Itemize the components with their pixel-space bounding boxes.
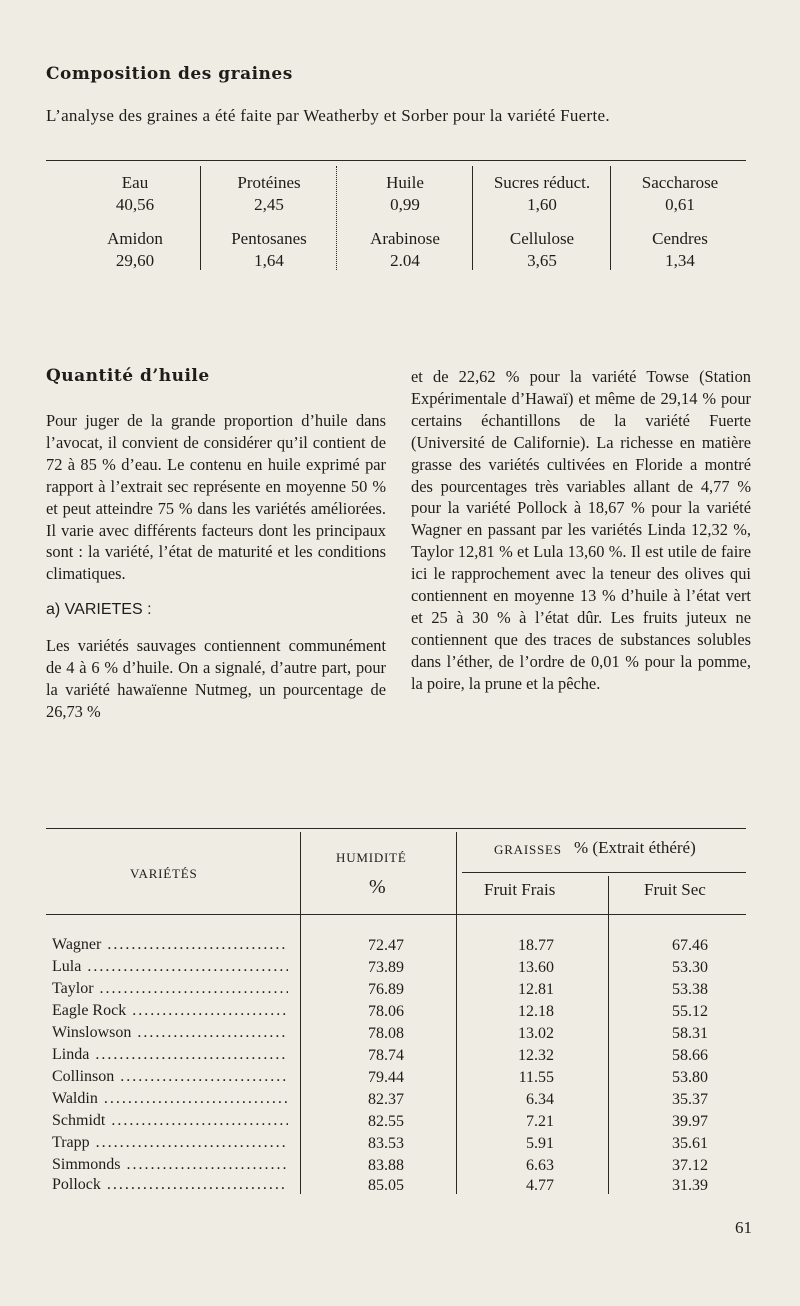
cell-fruit-sec: 58.31 [672, 1025, 708, 1042]
cell-fruit-frais: 13.02 [518, 1025, 554, 1042]
cell-humidite: 83.53 [368, 1135, 404, 1152]
table-top-rule [46, 828, 746, 829]
cell-fruit-frais: 7.21 [526, 1113, 554, 1130]
table-row-name: Eagle Rock ..... [52, 1002, 288, 1020]
cell-fruit-sec: 31.39 [672, 1177, 708, 1194]
cell-fruit-frais: 12.32 [518, 1047, 554, 1064]
composition-cell: Pentosanes 1,64 [231, 229, 307, 270]
composition-cell: Cellulose 3,65 [509, 229, 575, 270]
cell-fruit-sec: 53.38 [672, 981, 708, 998]
table-col-divider [300, 832, 301, 1194]
cell-fruit-frais: 5.91 [526, 1135, 554, 1152]
table-row-name: Schmidt ..... [52, 1112, 288, 1130]
cell-humidite: 78.08 [368, 1025, 404, 1042]
section-title-composition: Composition des graines [46, 64, 293, 84]
composition-cell: Cendres 1,34 [652, 229, 708, 270]
cell-fruit-frais: 13.60 [518, 959, 554, 976]
table-col-divider [608, 876, 609, 1194]
composition-cell: Protéines 2,45 [237, 173, 301, 214]
table-row-name: Waldin ..... [52, 1090, 288, 1108]
cell-fruit-sec: 55.12 [672, 1003, 708, 1020]
composition-intro: L’analyse des graines a été faite par Weatherby et Sorber pour la variété Fuerte. [46, 106, 610, 125]
cell-humidite: 73.89 [368, 959, 404, 976]
table-row-name: Simmonds ..... [52, 1156, 288, 1174]
cell-fruit-sec: 53.80 [672, 1069, 708, 1086]
header-humidite: HUMIDITÉ [336, 850, 407, 865]
composition-col-divider [610, 166, 611, 270]
cell-humidite: 83.88 [368, 1157, 404, 1174]
table-col-divider [456, 832, 457, 1194]
table-row-name: Taylor ..... [52, 980, 288, 998]
header-graisses: GRAISSES [494, 842, 562, 857]
cell-humidite: 82.55 [368, 1113, 404, 1130]
paragraph: Les variétés sauvages contiennent communément de 4 à 6 % d’huile. On a signalé, d’autre part, pour la variété hawaïenne Nutmeg, un pourcentage de 26,73 % [46, 636, 386, 721]
table-row-name: Pollock ..... [52, 1176, 288, 1194]
text-column-left [46, 410, 386, 723]
composition-cell: Sucres réduct. 1,60 [493, 173, 591, 214]
composition-rule [46, 160, 746, 161]
cell-humidite: 82.37 [368, 1091, 404, 1108]
cell-fruit-sec: 67.46 [672, 937, 708, 954]
composition-cell: Arabinose 2.04 [370, 229, 440, 270]
cell-fruit-sec: 39.97 [672, 1113, 708, 1130]
cell-fruit-sec: 35.61 [672, 1135, 708, 1152]
cell-fruit-frais: 6.34 [526, 1091, 554, 1108]
cell-fruit-frais: 18.77 [518, 937, 554, 954]
cell-humidite: 72.47 [368, 937, 404, 954]
composition-cell: Eau 40,56 [115, 173, 155, 214]
table-row-name: Collinson ..... [52, 1068, 288, 1086]
cell-humidite: 78.74 [368, 1047, 404, 1064]
cell-fruit-sec: 35.37 [672, 1091, 708, 1108]
table-row-name: Wagner ..... [52, 936, 288, 954]
cell-humidite: 78.06 [368, 1003, 404, 1020]
cell-fruit-frais: 4.77 [526, 1177, 554, 1194]
table-row-name: Trapp ..... [52, 1134, 288, 1152]
table-row-name: Winslowson ..... [52, 1024, 288, 1042]
cell-fruit-frais: 11.55 [518, 1069, 554, 1086]
cell-fruit-frais: 6.63 [526, 1157, 554, 1174]
paragraph: Pour juger de la grande proportion d’huile dans l’avocat, il convient de considérer qu’il contient de 72 à 85 % d’eau. Le contenu en huile exprimé par rapport à l’extrait sec représente en moyenne 50 % et peut atteindre 75 % dans les variétés améliorées. Il varie avec différents facteurs dont les principaux sont : la variété, l’état de maturité et les conditions climatiques. [46, 411, 386, 584]
header-graisses-detail: % (Extrait éthéré) [574, 838, 696, 857]
composition-cell: Huile 0,99 [386, 173, 424, 214]
composition-cell: Saccharose 0,61 [641, 173, 719, 214]
table-row-name: Lula ..... [52, 958, 288, 976]
cell-fruit-frais: 12.18 [518, 1003, 554, 1020]
cell-humidite: 76.89 [368, 981, 404, 998]
cell-fruit-sec: 37.12 [672, 1157, 708, 1174]
cell-fruit-frais: 12.81 [518, 981, 554, 998]
composition-cell: Amidon 29,60 [107, 229, 163, 270]
composition-col-divider [200, 166, 201, 270]
composition-col-divider [472, 166, 473, 270]
composition-col-divider [336, 166, 337, 270]
text-column-right [411, 366, 751, 695]
table-header-rule [46, 914, 746, 915]
table-row-name: Linda ..... [52, 1046, 288, 1064]
header-varietes: VARIÉTÉS [130, 866, 198, 881]
header-fruit-sec: Fruit Sec [644, 880, 706, 899]
page-number: 61 [735, 1218, 752, 1237]
cell-humidite: 85.05 [368, 1177, 404, 1194]
cell-fruit-sec: 53.30 [672, 959, 708, 976]
table-graisses-rule [462, 872, 746, 873]
section-title-huile: Quantité d’huile [46, 366, 210, 386]
subheading-varietes: a) VARIETES : [46, 601, 152, 619]
cell-fruit-sec: 58.66 [672, 1047, 708, 1064]
cell-humidite: 79.44 [368, 1069, 404, 1086]
header-humidite-unit: % [369, 876, 386, 898]
paragraph: et de 22,62 % pour la variété Towse (Station Expérimentale d’Hawaï) et même de 29,14 % pour certains échantillons de la variété Fuerte (Université de Californie). La richesse en matière grasse des variétés cultivées en Floride a montré des pourcentages très variables allant de 4,77 % pour la variété Pollock à 18,67 % pour la variété Wagner en passant par les variétés Linda 12,32 %, Taylor 12,81 % et Lula 13,60 %. Il est utile de faire ici le rapprochement avec la teneur des olives qui contiennent en moyenne 13 % d’huile à l’état vert et 25 à 30 % à l’état dûr. Les fruits juteux ne contiennent que des traces de substances solubles dans l’éther, de l’ordre de 0,01 % pour la pomme, la poire, la prune et la pêche. [411, 367, 751, 693]
header-fruit-frais: Fruit Frais [484, 880, 556, 899]
